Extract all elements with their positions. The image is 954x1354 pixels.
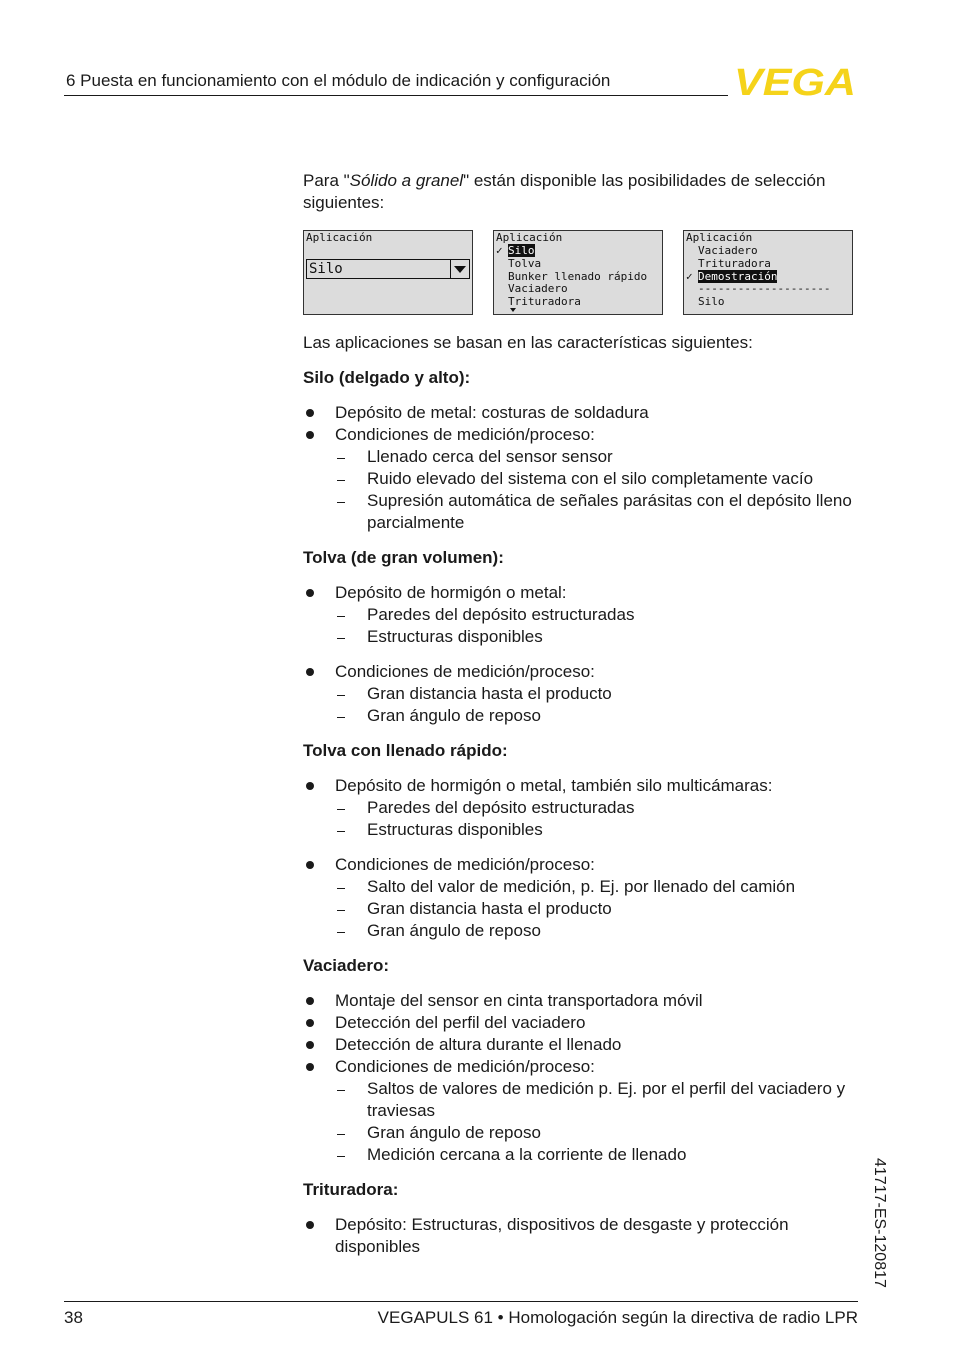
bullet-list: [303, 1214, 859, 1258]
logo-text: VEGA: [734, 64, 856, 98]
screen-list-item[interactable]: Silo: [698, 295, 725, 309]
sub-list: [335, 797, 859, 841]
sub-list-item: Gran ángulo de reposo: [335, 1122, 859, 1144]
bullet-list: [303, 990, 859, 1166]
list-item: Montaje del sensor en cinta transportadora móvil: [303, 990, 859, 1012]
vega-logo: [734, 64, 858, 98]
application-dropdown[interactable]: [306, 259, 470, 279]
bullet-list: [303, 582, 859, 727]
list-item: Depósito de hormigón o metal: Paredes del depósito estructuradas Estructuras disponibles: [303, 582, 859, 648]
sub-list-item: Estructuras disponibles: [335, 819, 859, 841]
screen-list: [496, 245, 660, 309]
screen-list-item[interactable]: ✓ Silo: [496, 244, 535, 257]
list-item: Condiciones de medición/proceso: Saltos de valores de medición p. Ej. por el perfil del vaciadero y traviesas Gran ángulo de reposo Medición cercana a la corriente de llenado: [303, 1056, 859, 1166]
screen-title: Aplicación: [496, 231, 563, 244]
display-screens: [303, 230, 859, 316]
sub-list-item: Paredes del depósito estructuradas: [335, 604, 859, 626]
screen-list-item[interactable]: Vaciadero: [508, 282, 568, 296]
screen-title: Aplicación: [306, 231, 373, 244]
main-content: [303, 170, 859, 1271]
screen-list-item[interactable]: Tolva: [508, 256, 542, 270]
list-item: Condiciones de medición/proceso: Gran distancia hasta el producto Gran ángulo de reposo: [303, 661, 859, 727]
screen-list: [686, 245, 850, 309]
sub-list: [335, 683, 859, 727]
screen-list-item[interactable]: Trituradora: [698, 256, 771, 270]
section-heading: Tolva (de gran volumen):: [303, 548, 504, 567]
list-item: Detección del perfil del vaciadero: [303, 1012, 859, 1034]
list-item: Condiciones de medición/proceso: Salto del valor de medición, p. Ej. por llenado del camión Gran distancia hasta el producto Gran ángulo de reposo: [303, 854, 859, 942]
list-item: Depósito: Estructuras, dispositivos de desgaste y protección disponibles: [303, 1214, 859, 1258]
dropdown-value: Silo: [309, 261, 343, 277]
sub-list: [335, 876, 859, 942]
section-heading: Tolva con llenado rápido:: [303, 741, 508, 760]
sub-list-item: Llenado cerca del sensor sensor: [335, 446, 859, 468]
sub-list-item: Paredes del depósito estructuradas: [335, 797, 859, 819]
list-item: Depósito de hormigón o metal, también silo multicámaras: Paredes del depósito estructuradas Estructuras disponibles: [303, 775, 859, 841]
screen-title: Aplicación: [686, 231, 753, 244]
sub-list-item: Saltos de valores de medición p. Ej. por el perfil del vaciadero y traviesas: [335, 1078, 859, 1122]
sub-list-item: Ruido elevado del sistema con el silo completamente vacío: [335, 468, 859, 490]
section-heading: Vaciadero:: [303, 956, 389, 975]
bullet-list: [303, 775, 859, 942]
screen-2: [493, 230, 663, 315]
dropdown-arrow-icon: [450, 260, 469, 278]
screen-list-item[interactable]: Vaciadero: [698, 244, 758, 257]
section-heading: Silo (delgado y alto):: [303, 368, 471, 387]
header-rule: [64, 95, 728, 96]
check-icon: ✓: [496, 244, 503, 257]
sub-list-item: Gran distancia hasta el producto: [335, 898, 859, 920]
sub-list-item: Supresión automática de señales parásitas con el depósito lleno parcialmente: [335, 490, 859, 534]
screen-3: [683, 230, 853, 315]
screen-list-item[interactable]: Bunker llenado rápido: [508, 269, 648, 283]
list-item: Condiciones de medición/proceso: Llenado cerca del sensor sensor Ruido elevado del sistema con el silo completamente vacío Supresión automática de señales parásitas con el depósito lleno parcialmente: [303, 424, 859, 534]
sub-list: [335, 1078, 859, 1166]
sub-list: [335, 604, 859, 648]
lead-paragraph: Las aplicaciones se basan en las características siguientes:: [303, 333, 753, 352]
sub-list-item: Gran ángulo de reposo: [335, 705, 859, 727]
section-heading: Trituradora:: [303, 1180, 399, 1199]
screen-list-item[interactable]: ✓ Demostración: [686, 269, 778, 283]
list-item: Depósito de metal: costuras de soldadura: [303, 402, 859, 424]
page-number: 38: [64, 1308, 83, 1327]
sub-list-item: Gran distancia hasta el producto: [335, 683, 859, 705]
screen-1: [303, 230, 473, 315]
check-icon: ✓: [686, 269, 693, 283]
screen-list-item[interactable]: Trituradora: [508, 295, 581, 309]
sub-list-item: Estructuras disponibles: [335, 626, 859, 648]
header-title: 6 Puesta en funcionamiento con el módulo de indicación y configuración: [66, 71, 611, 90]
intro-after: " están disponible las posibilidades de selección siguientes:: [303, 171, 826, 212]
document-code: 41717-ES-120817: [871, 1158, 888, 1288]
sub-list-item: Medición cercana a la corriente de llenado: [335, 1144, 859, 1166]
bullet-list: [303, 402, 859, 534]
scroll-down-icon: [510, 308, 516, 312]
sub-list-item: Salto del valor de medición, p. Ej. por llenado del camión: [335, 876, 859, 898]
intro-paragraph: [303, 170, 859, 214]
screen-separator: --------------------: [698, 283, 831, 296]
sub-list-item: Gran ángulo de reposo: [335, 920, 859, 942]
list-item: Detección de altura durante el llenado: [303, 1034, 859, 1056]
intro-before: Para ": [303, 171, 350, 190]
footer-title: VEGAPULS 61 • Homologación según la directiva de radio LPR: [377, 1308, 858, 1327]
intro-emphasis: Sólido a granel: [349, 171, 464, 190]
footer-rule: [64, 1301, 858, 1302]
sub-list: [335, 446, 859, 534]
